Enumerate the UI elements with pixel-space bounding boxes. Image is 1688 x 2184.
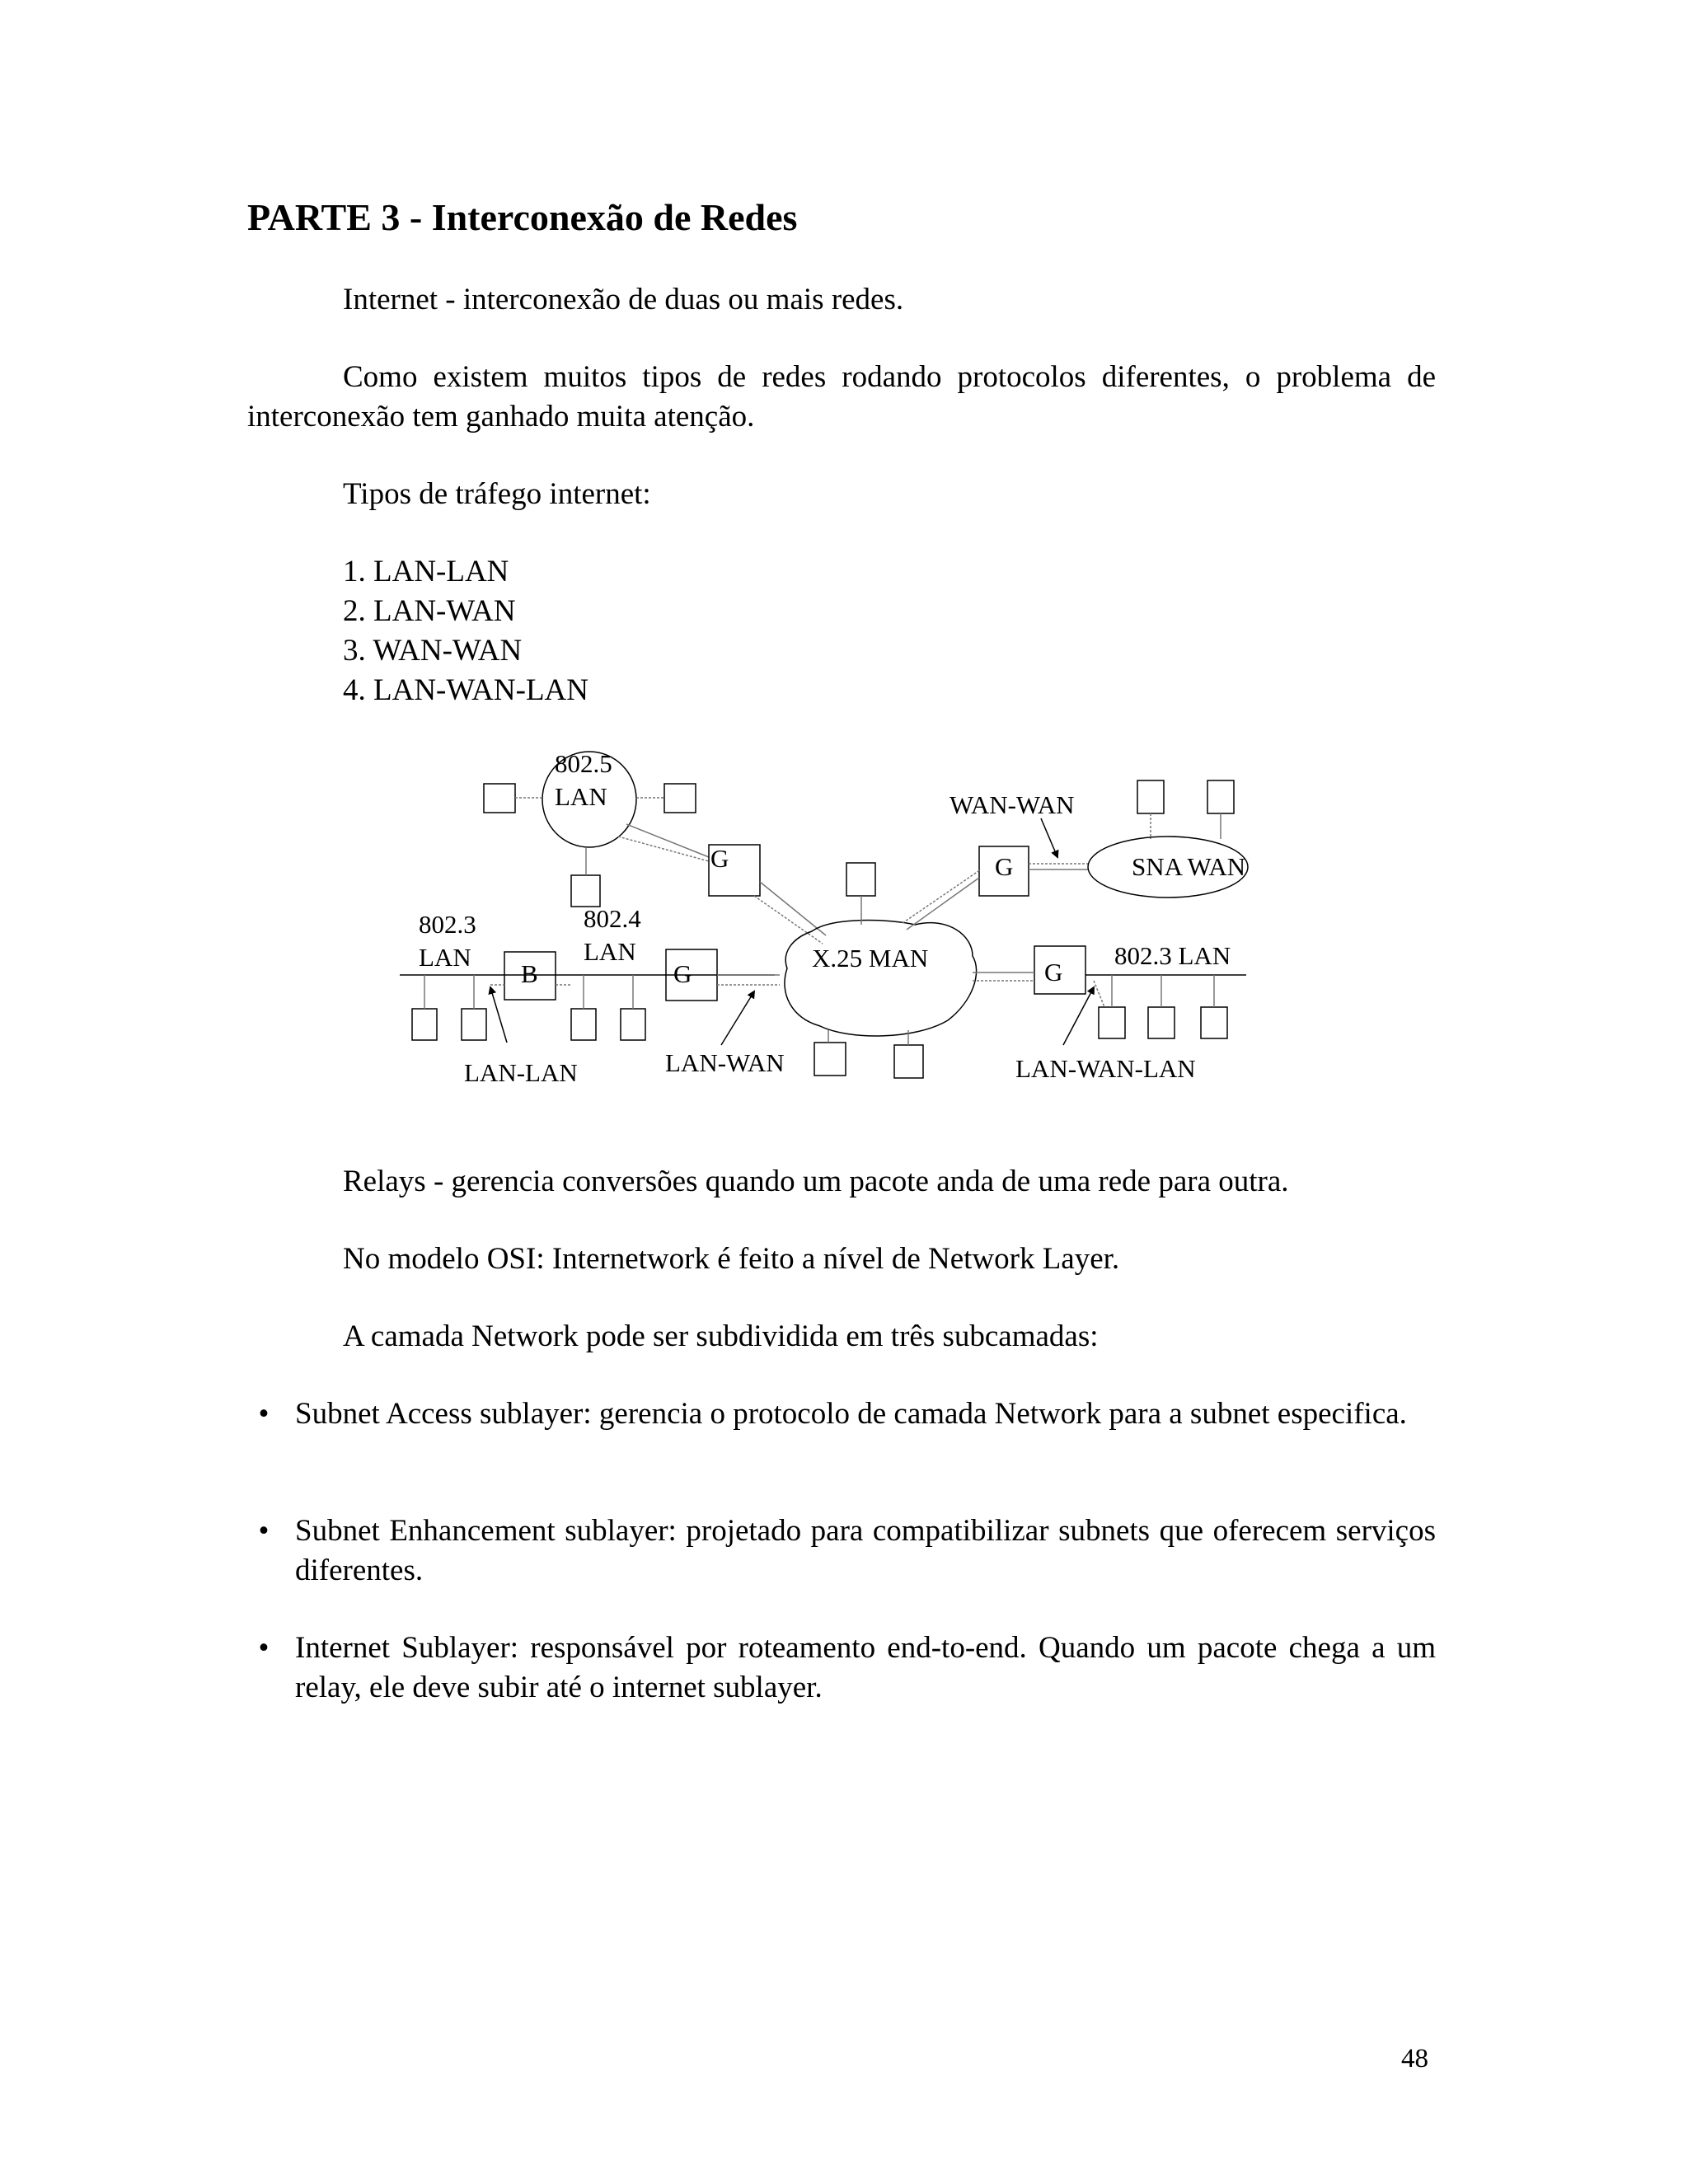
page-title: PARTE 3 - Interconexão de Redes (247, 196, 798, 238)
bullet-marker: • (258, 1631, 270, 1665)
host-node (814, 1043, 846, 1076)
host-node (894, 1045, 923, 1078)
link-line (618, 837, 709, 861)
host-node (846, 863, 875, 896)
label-gateway-middle: G (673, 959, 692, 988)
link-line (1094, 981, 1104, 1007)
arrow-lan-wan-lan (1063, 987, 1094, 1045)
link-line (760, 882, 826, 935)
traffic-list-item: 1. LAN-LAN (343, 555, 509, 588)
label-8023-left: 802.3 (419, 910, 476, 939)
bullet-marker: • (258, 1397, 270, 1431)
label-8025: 802.5 (555, 749, 612, 778)
paragraph-traffic-types: Tipos de tráfego internet: (343, 477, 651, 511)
bullet-list-item (247, 1629, 1436, 1708)
label-gateway-wan: G (995, 852, 1014, 881)
label-gateway-top: G (710, 844, 729, 873)
paragraph-internet-definition: Internet - interconexão de duas ou mais redes. (343, 283, 904, 316)
link-line (754, 896, 823, 944)
link-line (903, 869, 981, 923)
link-line (626, 824, 709, 857)
host-node (571, 875, 600, 907)
label-8023-right: 802.3 LAN (1114, 941, 1231, 970)
label-lan-wan: LAN-WAN (665, 1048, 785, 1077)
label-lan-lan: LAN-LAN (464, 1058, 578, 1087)
paragraph-network-subdivision: A camada Network pode ser subdividida em três subcamadas: (343, 1319, 1099, 1353)
host-node (484, 784, 515, 813)
bullet-text: Internet Sublayer: responsável por roteamento end-to-end. Quando um pacote chega a um relay, ele deve subir até o internet sublayer. (295, 1631, 1436, 1704)
host-node (1148, 1007, 1175, 1038)
bullet-list-item (247, 1511, 1436, 1591)
paragraph-interconnection-problem: Como existem muitos tipos de redes rodando protocolos diferentes, o problema de interconexão tem ganhado muita atenção. (247, 360, 1436, 434)
label-8024-lan: LAN (584, 937, 636, 966)
label-8025-lan: LAN (555, 782, 607, 811)
label-8024: 802.4 (584, 904, 641, 933)
arrow-lan-wan (721, 991, 754, 1045)
host-node (1201, 1007, 1227, 1038)
host-node (621, 1009, 645, 1040)
paragraph-relays: Relays - gerencia conversões quando um pacote anda de uma rede para outra. (343, 1165, 1289, 1198)
bullet-marker: • (258, 1514, 270, 1548)
traffic-list-item: 4. LAN-WAN-LAN (343, 673, 588, 707)
host-node (1207, 780, 1234, 813)
traffic-list-item: 2. LAN-WAN (343, 594, 516, 628)
label-wan-wan: WAN-WAN (950, 790, 1075, 819)
host-node (1099, 1007, 1125, 1038)
link-line (907, 878, 979, 930)
page-number: 48 (1401, 2044, 1428, 2074)
label-lan-wan-lan: LAN-WAN-LAN (1015, 1054, 1196, 1083)
host-node (571, 1009, 596, 1040)
arrow-wan-wan (1041, 818, 1057, 857)
label-sna-wan: SNA WAN (1132, 852, 1246, 881)
host-node (664, 784, 696, 813)
traffic-list-item: 3. WAN-WAN (343, 634, 523, 668)
label-x25-man: X.25 MAN (812, 944, 929, 972)
paragraph-osi-model: No modelo OSI: Internetwork é feito a nível de Network Layer. (343, 1242, 1120, 1276)
label-8023-left-lan: LAN (419, 943, 471, 972)
host-node (462, 1009, 486, 1040)
bullet-list-item (247, 1394, 1436, 1434)
label-gateway-right: G (1044, 958, 1063, 987)
bullet-text: Subnet Access sublayer: gerencia o protocolo de camada Network para a subnet especifica. (295, 1397, 1407, 1431)
host-node (412, 1009, 437, 1040)
host-node (1137, 780, 1164, 813)
bullet-text: Subnet Enhancement sublayer: projetado para compatibilizar subnets que oferecem serviços diferentes. (295, 1514, 1436, 1587)
label-bridge: B (521, 959, 538, 988)
